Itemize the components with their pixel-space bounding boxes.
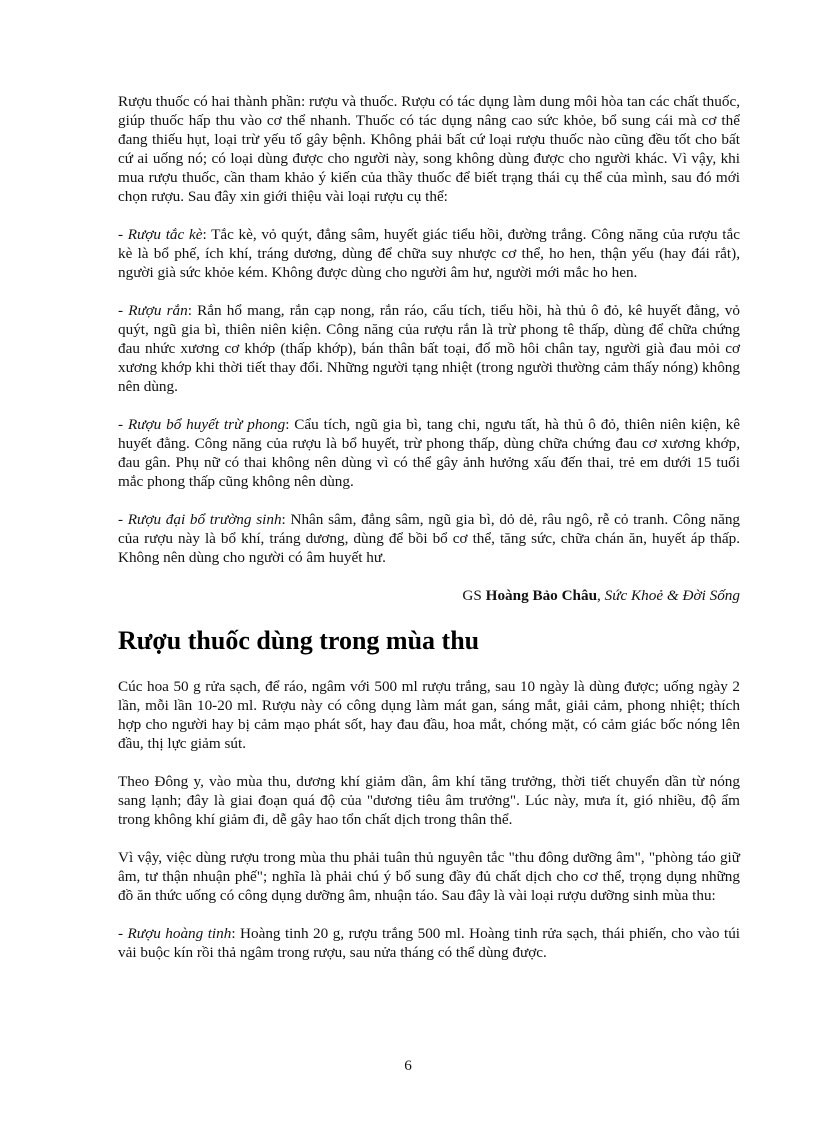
recipe-dash: -: [118, 226, 128, 243]
recipe-text: : Rắn hổ mang, rắn cạp nong, rắn ráo, cẩu tích, tiểu hồi, hà thủ ô đỏ, kê huyết đằng, vỏ quýt, ngũ gia bì, thiên niên kiện. Công năng của rượu rắn là trừ phong tê thấp, dùng để chữa chứng đau nhức xương cơ khớp (thấp khớp), bán thân bất toại, đổ mồ hôi chân tay, người già đau mỏi cơ xương khớp khi thời tiết thay đổi. Những người tạng nhiệt (trong người thường cảm thấy nóng) không nên dùng.: [118, 302, 740, 395]
recipe-ruou-ran: [118, 301, 740, 396]
recipe-name: Rượu tắc kè: [127, 226, 203, 243]
credit-source: Sức Khoẻ & Đời Sống: [604, 587, 740, 604]
body-paragraph: Cúc hoa 50 g rửa sạch, để ráo, ngâm với 500 ml rượu trắng, sau 10 ngày là dùng được; uống ngày 2 lần, mỗi lần 10-20 ml. Rượu này có công dụng làm mát gan, sáng mắt, giải cảm, phong nhiệt; thích hợp cho người hay bị cảm mạo phát sốt, hay đau đầu, hoa mắt, chóng mặt, có cảm giác bốc nóng lên đầu, thị lực giảm sút.: [118, 678, 740, 752]
recipe-name: Rượu rắn: [128, 302, 188, 319]
credit-prefix: GS: [462, 587, 486, 604]
article-credit: [118, 586, 740, 605]
recipe-dash: -: [118, 511, 128, 528]
recipe-dash: -: [118, 302, 129, 319]
intro-paragraph: Rượu thuốc có hai thành phần: rượu và thuốc. Rượu có tác dụng làm dung môi hòa tan các chất thuốc, giúp thuốc hấp thu vào cơ thể nhanh. Thuốc có tác dụng nâng cao sức khỏe, bổ sung cái mà cơ thể đang thiếu hụt, loại trừ yếu tố gây bệnh. Không phải bất cứ loại rượu thuốc nào cũng đều tốt cho bất cứ ai uống nó; có loại dùng được cho người này, song không dùng được cho người khác. Vì vậy, khi mua rượu thuốc, cần tham khảo ý kiến của thầy thuốc để biết trạng thái cụ thể của mình, sau đó mới chọn rượu. Sau đây xin giới thiệu vài loại rượu cụ thể:: [118, 93, 740, 205]
recipe-text: : Tắc kè, vỏ quýt, đẳng sâm, huyết giác tiểu hồi, đường trắng. Công năng của rượu tắc kè là bổ phế, ích khí, tráng dương, dùng để chữa suy nhược cơ thể, ho hen, thận yếu (hay đái rắt), người già sức khỏe kém. Không được dùng cho người âm hư, người mới mắc ho hen.: [118, 226, 740, 281]
recipe-ruou-bo-huyet-tru-phong: [118, 415, 740, 491]
recipe-text: : Nhân sâm, đẳng sâm, ngũ gia bì, dỏ dẻ, râu ngô, rễ cỏ tranh. Công năng của rượu này là bổ khí, tráng dương, dùng để bồi bổ cơ thể, tăng sức, chữa chán ăn, huyết áp thấp. Không nên dùng cho người có âm huyết hư.: [118, 511, 741, 566]
page-number: 6: [404, 1057, 412, 1074]
document-page: [118, 92, 740, 962]
recipe-name: Rượu đại bổ trường sinh: [127, 511, 282, 528]
recipe-text: : Cẩu tích, ngũ gia bì, tang chi, ngưu tất, hà thủ ô đỏ, thiên niên kiện, kê huyết đằng. Công năng của rượu là bổ huyết, trừ phong thấp, dùng chữa chứng đau cơ xương khớp, đau gân. Phụ nữ có thai không nên dùng vì có thể gây ảnh hưởng xấu đến thai, trẻ em dưới 15 tuổi mắc phong thấp cũng không nên dùng.: [118, 416, 741, 490]
recipe-name: Rượu bổ huyết trừ phong: [127, 416, 286, 433]
recipe-text: : Hoàng tinh 20 g, rượu trắng 500 ml. Hoàng tinh rửa sạch, thái phiến, cho vào túi vải buộc kín rồi thả ngâm trong rượu, sau nửa tháng có thể dùng được.: [118, 925, 741, 961]
section-title: Rượu thuốc dùng trong mùa thu: [118, 626, 480, 655]
recipe-ruou-tac-ke: [118, 225, 740, 282]
credit-separator: ,: [597, 587, 605, 604]
recipe-ruou-dai-bo-truong-sinh: [118, 510, 740, 567]
body-paragraph: Theo Đông y, vào mùa thu, dương khí giảm dần, âm khí tăng trưởng, thời tiết chuyển dần từ nóng sang lạnh; đây là giai đoạn quá độ của "dương tiêu âm trưởng". Lúc này, mưa ít, gió nhiều, độ ẩm trong không khí giảm đi, dễ gây hao tổn chất dịch trong thân thể.: [118, 773, 740, 828]
recipe-ruou-hoang-tinh: [118, 924, 740, 962]
credit-author: Hoàng Bảo Châu: [485, 587, 598, 604]
recipe-dash: -: [118, 416, 128, 433]
body-paragraph: Vì vậy, việc dùng rượu trong mùa thu phải tuân thủ nguyên tắc "thu đông dưỡng âm", "phòng táo giữ âm, tư thận nhuận phế"; nghĩa là phải chú ý bổ sung đầy đủ chất dịch cho cơ thể, trọng dụng những đồ ăn thức uống có công dụng dưỡng âm, nhuận táo. Sau đây là vài loại rượu dưỡng sinh mùa thu:: [118, 849, 740, 904]
recipe-dash: -: [118, 925, 128, 942]
recipe-name: Rượu hoàng tinh: [127, 925, 232, 942]
